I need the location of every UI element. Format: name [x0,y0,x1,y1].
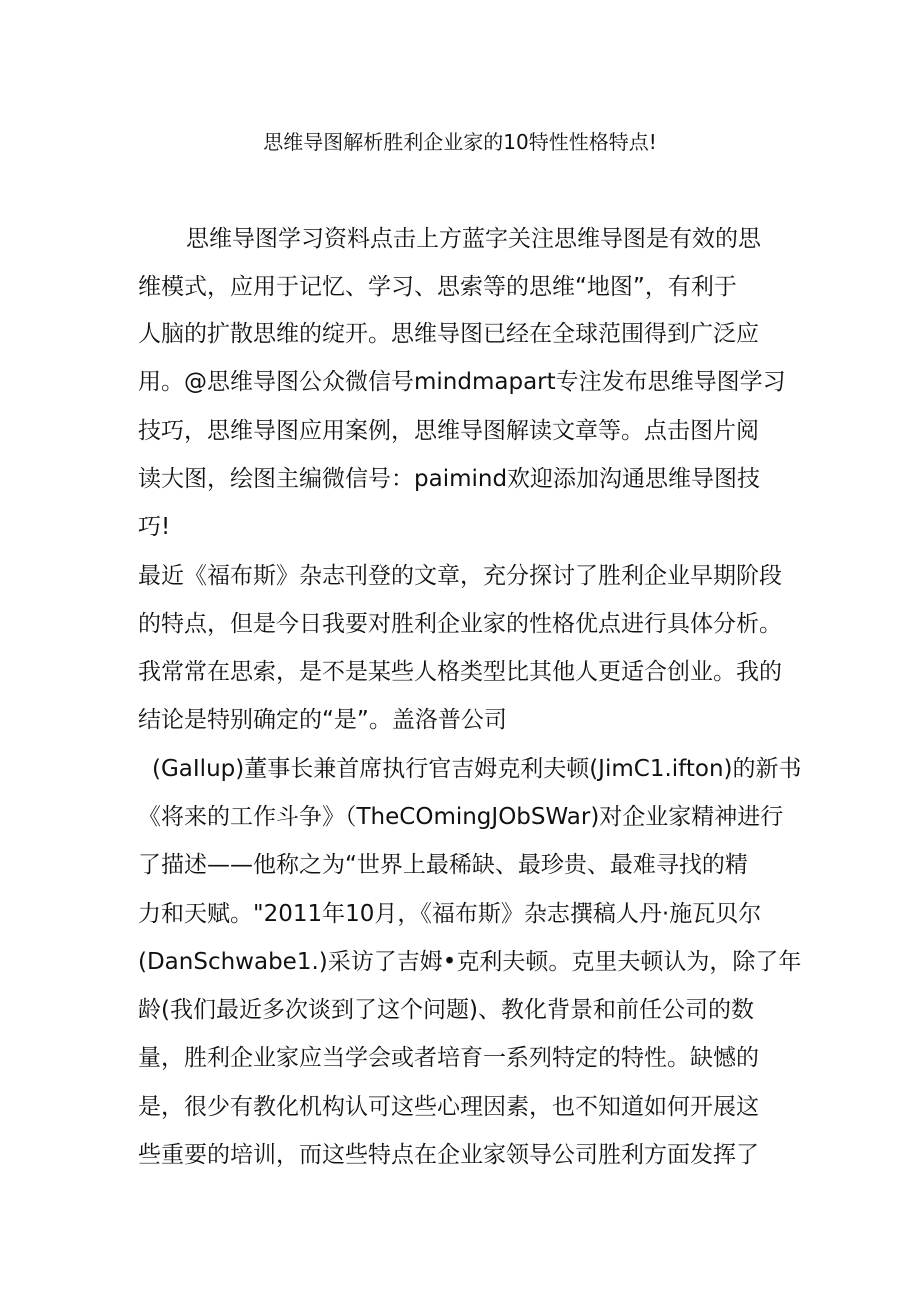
body-line-6: 《将来的工作斗争》（TheCOmingJObSWar)对企业家精神进行 [138,804,784,830]
body-line-5: (GaIlup)董事长兼首席执行官吉姆克利夫顿(JimC1.ifton)的新书 [152,756,802,782]
intro-line-7: 巧! [138,514,171,540]
body-line-8: 力和天赋。"2011年10月，《福布斯》杂志撰稿人丹·施瓦贝尔 [138,901,762,927]
intro-line-4: 用。@思维导图公众微信号mindmapart专注发布思维导图学习 [138,369,786,395]
body-line-10: 龄(我们最近多次谈到了这个问题)、教化背景和前任公司的数 [138,997,754,1023]
intro-line-3: 人脑的扩散思维的绽开。思维导图已经在全球范围得到广泛应 [138,321,759,347]
body-line-12: 是，很少有教化机构认可这些心理因素，也不知道如何开展这 [138,1094,759,1120]
intro-line-5: 技巧，思维导图应用案例，思维导图解读文章等。点击图片阅 [138,418,759,444]
document-title: 思维导图解析胜利企业家的10特性性格特点! [263,130,657,154]
body-line-2: 的特点，但是今日我要对胜利企业家的性格优点进行具体分析。 [138,611,782,637]
body-line-3: 我常常在思索，是不是某些人格类型比其他人更适合创业。我的 [138,659,782,685]
body-line-7: 了描述——他称之为“世界上最稀缺、最珍贵、最难寻找的精 [138,852,748,878]
body-line-11: 量，胜利企业家应当学会或者培育一系列特定的特性。缺憾的 [138,1045,759,1071]
intro-line-6: 读大图，绘图主编微信号：paimind欢迎添加沟通思维导图技 [138,466,761,492]
body-line-13: 些重要的培训，而这些特点在企业家领导公司胜利方面发挥了 [138,1142,759,1168]
intro-line-2: 维模式，应用于记忆、学习、思索等的思维“地图”，有利于 [138,274,737,300]
body-line-4: 结论是特别确定的“是”。盖洛普公司 [138,707,507,733]
body-line-9: (DanSchwabe1.)采访了吉姆•克利夫顿。克里夫顿认为，除了年 [138,949,802,975]
body-line-1: 最近《福布斯》杂志刊登的文章，充分探讨了胜利企业早期阶段 [138,563,782,589]
intro-line-1: 思维导图学习资料点击上方蓝字关注思维导图是有效的思 [186,226,761,252]
